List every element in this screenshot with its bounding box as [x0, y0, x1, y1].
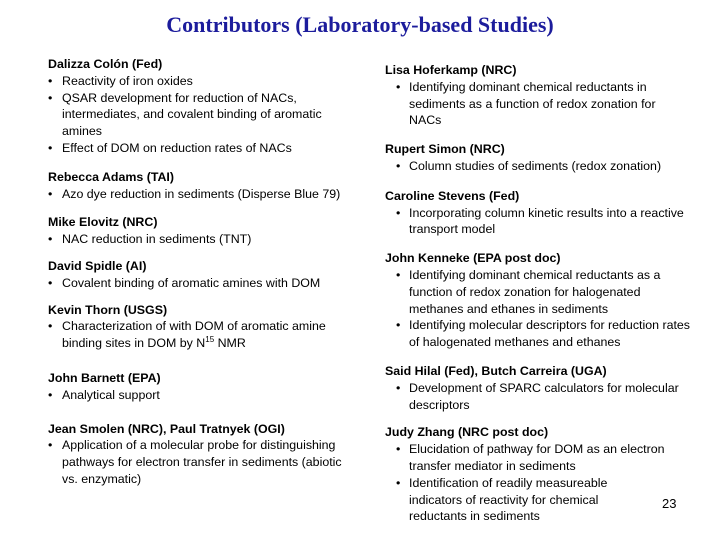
isotope-superscript: 15	[205, 335, 215, 345]
contributor-name: David Spidle (AI)	[48, 258, 147, 273]
contribution-item: • Elucidation of pathway for DOM as an electron transfer mediator in sediments	[396, 441, 690, 475]
contribution-list	[48, 387, 348, 404]
contribution-list	[385, 158, 690, 175]
contribution-item: • Covalent binding of aromatic amines with DOM	[48, 275, 348, 292]
contribution-list	[48, 73, 348, 157]
contributor-name: Dalizza Colón (Fed)	[48, 57, 163, 71]
contributor-entry	[385, 363, 690, 413]
contributor-name: John Kenneke (EPA post doc)	[385, 251, 561, 266]
contribution-list	[48, 318, 348, 352]
contributor-entry	[48, 56, 348, 157]
contributor-entry	[48, 370, 348, 404]
contribution-item	[48, 318, 348, 352]
contributor-entry	[385, 188, 690, 238]
contributor-entry	[48, 302, 348, 352]
contribution-list	[385, 267, 690, 351]
contribution-item: • Identifying dominant chemical reductants as a function of redox zonation for halogenated methanes and ethanes in sediments	[396, 267, 690, 317]
contributor-name: Rupert Simon (NRC)	[385, 142, 505, 157]
contribution-list	[48, 275, 348, 292]
contributor-name: Kevin Thorn (USGS)	[48, 302, 168, 317]
contribution-item: • QSAR development for reduction of NACs, intermediates, and covalent binding of aromatic amines	[48, 90, 348, 140]
contribution-item: • Azo dye reduction in sediments (Disperse Blue 79)	[48, 186, 348, 203]
contributor-name: Judy Zhang (NRC post doc)	[385, 425, 549, 440]
page-number: 23	[662, 496, 677, 511]
left-column	[48, 56, 348, 488]
contributor-name: Caroline Stevens (Fed)	[385, 188, 520, 203]
contribution-list	[385, 380, 690, 414]
contributor-name: Mike Elovitz (NRC)	[48, 215, 158, 230]
contributor-name: Said Hilal (Fed), Butch Carreira (UGA)	[385, 363, 607, 378]
contribution-list	[48, 186, 348, 203]
contributor-name: Lisa Hoferkamp (NRC)	[385, 63, 517, 77]
slide-title: Contributors (Laboratory-based Studies)	[166, 12, 554, 37]
contribution-item: • Analytical support	[48, 387, 348, 404]
contribution-item: • NAC reduction in sediments (TNT)	[48, 231, 348, 248]
contributor-entry	[385, 62, 690, 129]
contributor-entry	[385, 141, 690, 175]
contributor-entry	[48, 258, 348, 292]
contribution-item: • Identification of readily measureable indicators of reactivity for chemical reductants in sediments	[396, 475, 659, 525]
contribution-item: • Incorporating column kinetic results into a reactive transport model	[396, 205, 690, 239]
contribution-item: • Identifying dominant chemical reductants in sediments as a function of redox zonation for NACs	[396, 79, 690, 129]
contributor-name: John Barnett (EPA)	[48, 370, 161, 385]
right-column	[385, 62, 690, 525]
contribution-item: • Effect of DOM on reduction rates of NACs	[48, 140, 348, 157]
contributor-name: Rebecca Adams (TAI)	[48, 169, 175, 184]
contribution-item: • Application of a molecular probe for distinguishing pathways for electron transfer in sediments (abiotic vs. enzymatic)	[48, 437, 348, 487]
contributor-name: Jean Smolen (NRC), Paul Tratnyek (OGI)	[48, 421, 285, 436]
contributor-entry	[48, 214, 348, 248]
contributor-entry	[48, 169, 348, 203]
contribution-text: Characterization of with DOM of aromatic amine binding sites in DOM by N	[62, 319, 326, 351]
contributor-entry	[48, 421, 348, 488]
contributor-entry	[385, 250, 690, 351]
contribution-item: • Development of SPARC calculators for molecular descriptors	[396, 380, 690, 414]
contribution-list	[48, 231, 348, 248]
contribution-list	[385, 205, 690, 239]
contribution-item: • Column studies of sediments (redox zonation)	[396, 158, 690, 175]
contribution-list	[48, 437, 348, 487]
contributor-entry	[385, 424, 690, 525]
contribution-list	[385, 441, 690, 525]
contribution-list	[385, 79, 690, 129]
contribution-item: • Identifying molecular descriptors for reduction rates of halogenated methanes and ethanes	[396, 317, 690, 351]
contribution-text-suffix: NMR	[214, 336, 246, 351]
contribution-item: • Reactivity of iron oxides	[48, 73, 348, 90]
